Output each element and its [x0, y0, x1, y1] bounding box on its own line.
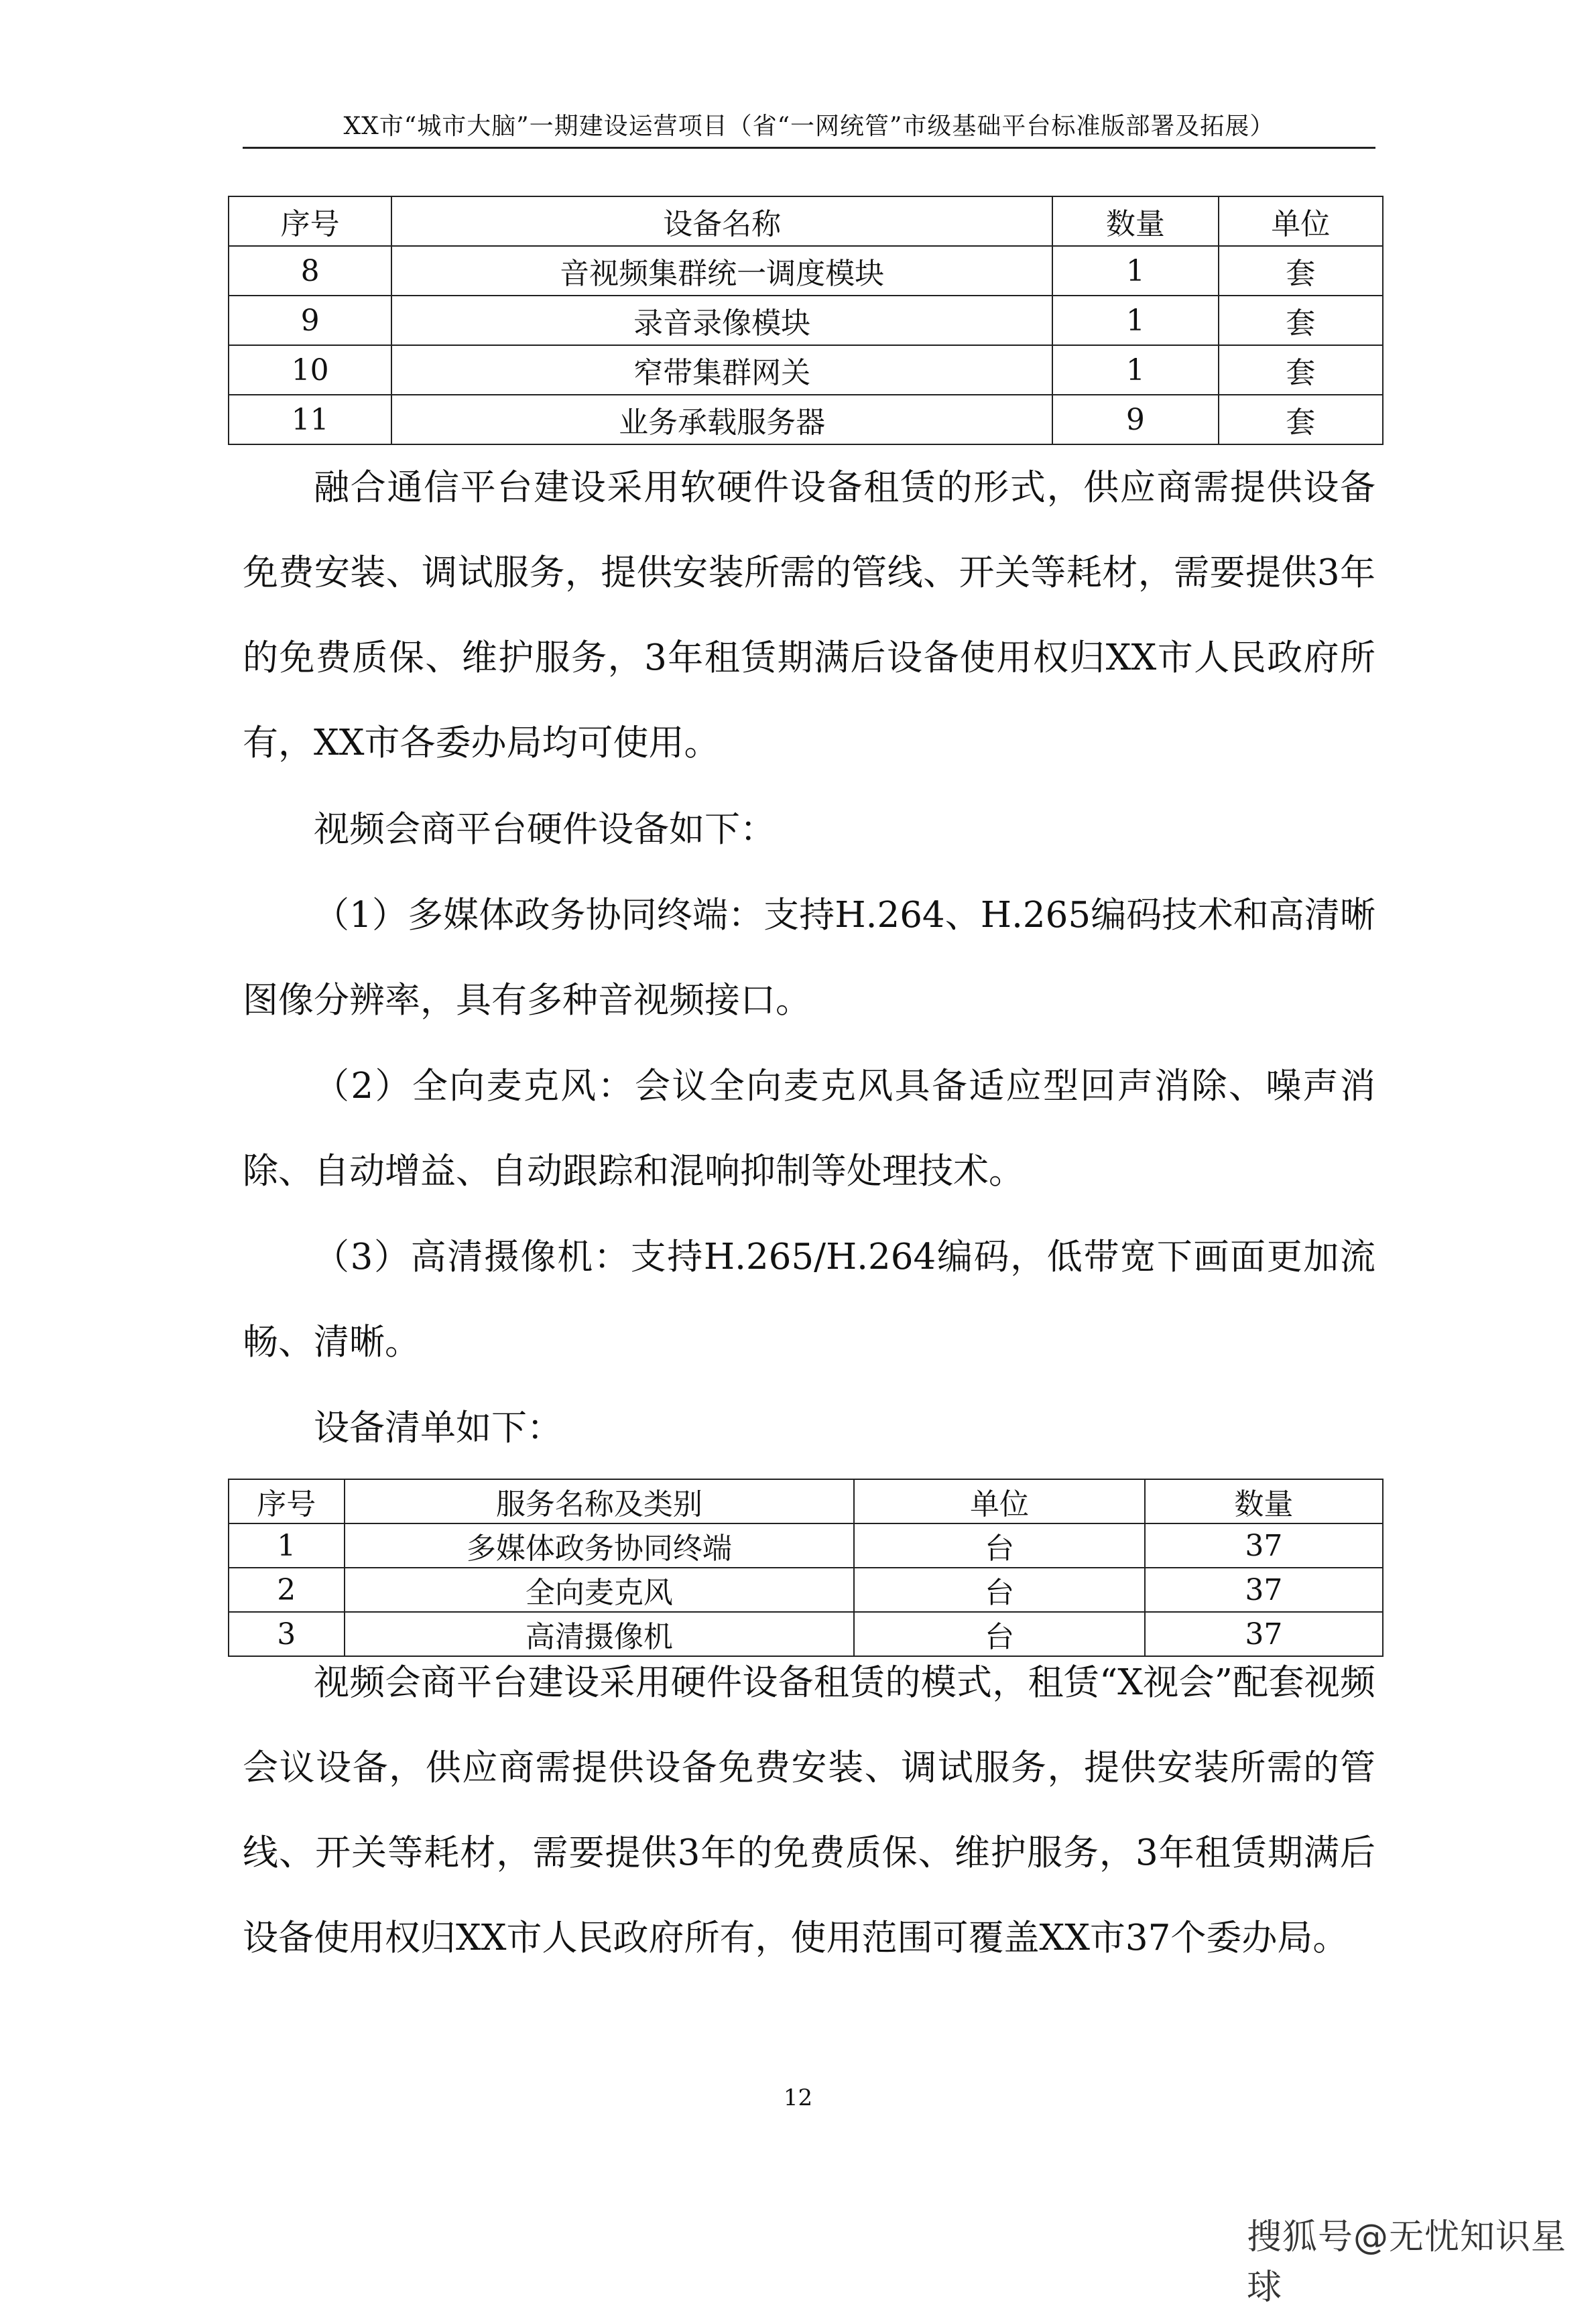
header-rule [243, 147, 1375, 149]
table-header-row [229, 1479, 1383, 1523]
table-row [229, 1568, 1383, 1612]
cell-qty: 9 [1052, 395, 1219, 444]
device-list-table [228, 1479, 1384, 1657]
table-header-row [229, 196, 1383, 246]
col-header-unit: 单位 [854, 1479, 1145, 1523]
cell-qty: 1 [1052, 345, 1219, 395]
equipment-table [228, 196, 1384, 445]
col-header-unit: 单位 [1219, 196, 1383, 246]
table-row [229, 395, 1383, 444]
cell-name: 业务承载服务器 [391, 395, 1052, 444]
col-header-index: 序号 [229, 1479, 345, 1523]
col-header-name: 设备名称 [391, 196, 1052, 246]
cell-index: 11 [229, 395, 391, 444]
page-header-title: XX市“城市大脑”一期建设运营项目（省“一网统管”市级基础平台标准版部署及拓展） [343, 113, 1275, 140]
cell-name: 音视频集群统一调度模块 [391, 246, 1052, 296]
cell-unit: 台 [854, 1612, 1145, 1656]
table-row [229, 1523, 1383, 1568]
paragraph-camera: （3）高清摄像机：支持H.265/H.264编码，低带宽下画面更加流畅、清晰。 [243, 1237, 1375, 1363]
watermark: 搜狐号@无忧知识星球 [1247, 2217, 1567, 2308]
cell-qty: 37 [1145, 1568, 1383, 1612]
table-row [229, 246, 1383, 296]
cell-unit: 套 [1219, 296, 1383, 345]
cell-index: 9 [229, 296, 391, 345]
cell-unit: 台 [854, 1523, 1145, 1568]
col-header-index: 序号 [229, 196, 391, 246]
col-header-service-name: 服务名称及类别 [345, 1479, 855, 1523]
cell-index: 1 [229, 1523, 345, 1568]
cell-unit: 套 [1219, 345, 1383, 395]
cell-name: 窄带集群网关 [391, 345, 1052, 395]
cell-index: 2 [229, 1568, 345, 1612]
paragraph-fusion-comm: 融合通信平台建设采用软硬件设备租赁的形式，供应商需提供设备免费安装、调试服务，提供安装所需的管线、开关等耗材，需要提供3年的免费质保、维护服务，3年租赁期满后设备使用权归XX市人民政府所有，XX市各委办局均可使用。 [243, 467, 1375, 763]
paragraph-terminal: （1）多媒体政务协同终端：支持H.264、H.265编码技术和高清晰图像分辨率，具有多种音视频接口。 [243, 895, 1375, 1021]
cell-index: 3 [229, 1612, 345, 1656]
paragraph-video-lease: 视频会商平台建设采用硬件设备租赁的模式，租赁“X视会”配套视频会议设备，供应商需提供设备免费安装、调试服务，提供安装所需的管线、开关等耗材，需要提供3年的免费质保、维护服务，3年租赁期满后设备使用权归XX市人民政府所有，使用范围可覆盖XX市37个委办局。 [243, 1662, 1375, 1958]
table-row [229, 296, 1383, 345]
paragraph-microphone: （2）全向麦克风：会议全向麦克风具备适应型回声消除、噪声消除、自动增益、自动跟踪和混响抑制等处理技术。 [243, 1066, 1375, 1192]
cell-service-name: 高清摄像机 [345, 1612, 855, 1656]
cell-name: 录音录像模块 [391, 296, 1052, 345]
col-header-qty: 数量 [1052, 196, 1219, 246]
cell-qty: 37 [1145, 1612, 1383, 1656]
table-row [229, 345, 1383, 395]
col-header-qty: 数量 [1145, 1479, 1383, 1523]
cell-service-name: 全向麦克风 [345, 1568, 855, 1612]
cell-unit: 台 [854, 1568, 1145, 1612]
cell-index: 10 [229, 345, 391, 395]
cell-unit: 套 [1219, 395, 1383, 444]
paragraph-list-intro: 设备清单如下： [314, 1408, 562, 1448]
page-number: 12 [783, 2084, 813, 2111]
cell-qty: 1 [1052, 246, 1219, 296]
cell-unit: 套 [1219, 246, 1383, 296]
cell-index: 8 [229, 246, 391, 296]
cell-service-name: 多媒体政务协同终端 [345, 1523, 855, 1568]
cell-qty: 37 [1145, 1523, 1383, 1568]
paragraph-video-hardware-intro: 视频会商平台硬件设备如下： [314, 809, 776, 850]
cell-qty: 1 [1052, 296, 1219, 345]
